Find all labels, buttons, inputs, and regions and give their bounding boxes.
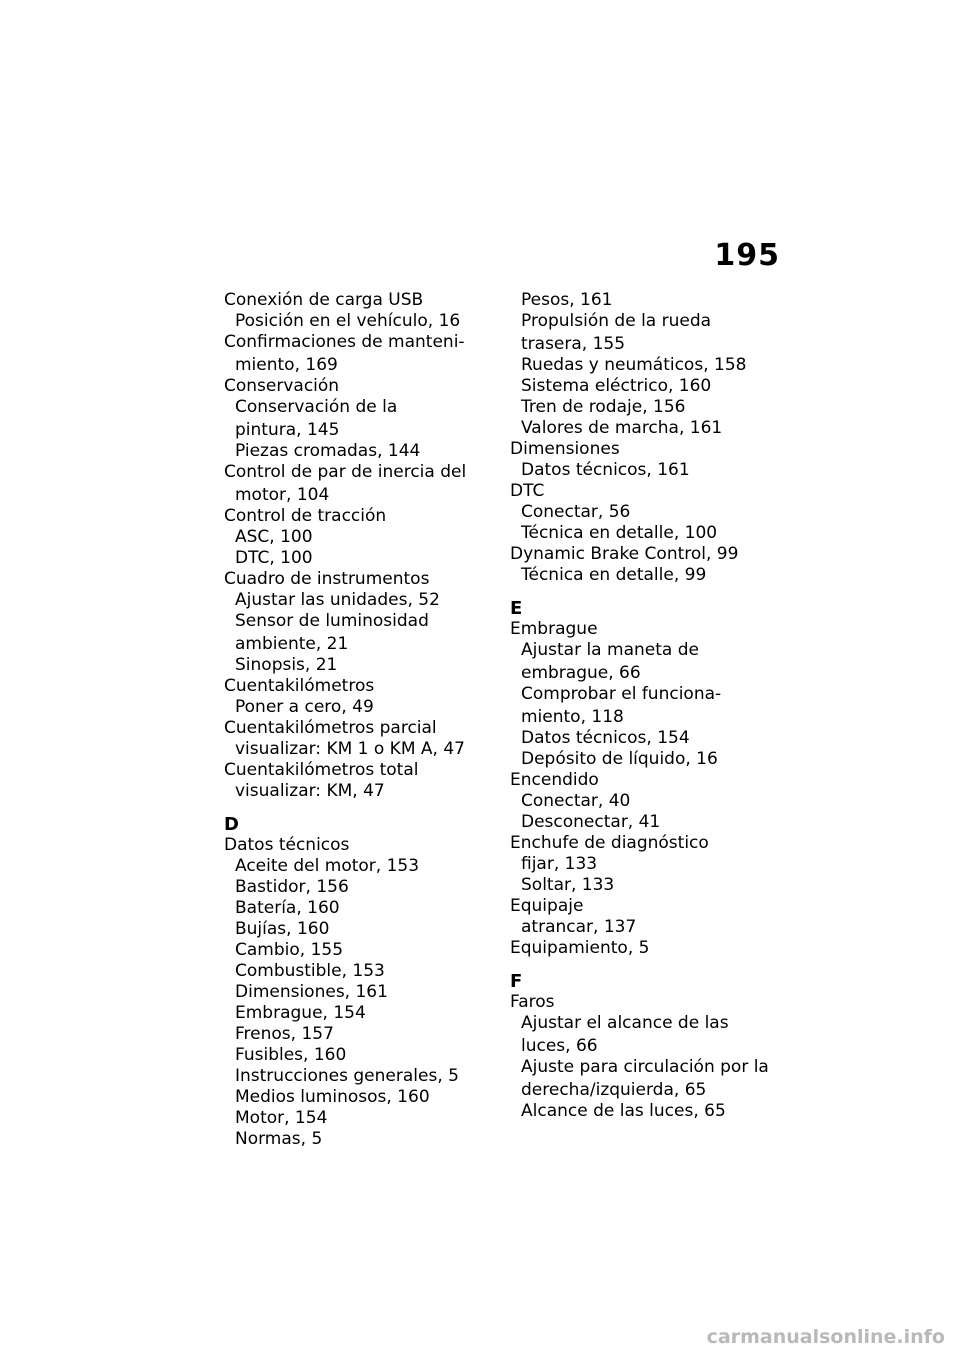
index-subentry: luces, 66 — [521, 1036, 598, 1056]
index-subentry: fijar, 133 — [521, 854, 598, 874]
index-subentry: visualizar: KM, 47 — [235, 781, 385, 801]
index-subentry: Sistema eléctrico, 160 — [521, 376, 712, 396]
index-section-letter: E — [510, 598, 523, 619]
index-subentry: pintura, 145 — [235, 420, 340, 440]
index-section-letter: F — [510, 971, 523, 992]
index-subentry: Piezas cromadas, 144 — [235, 441, 421, 461]
index-subentry: ASC, 100 — [235, 527, 313, 547]
index-entry: Cuentakilómetros — [224, 676, 375, 696]
index-subentry: Medios luminosos, 160 — [235, 1087, 430, 1107]
index-entry: Conexión de carga USB — [224, 290, 424, 310]
index-subentry: Conectar, 40 — [521, 791, 631, 811]
index-subentry: Datos técnicos, 161 — [521, 460, 690, 480]
index-subentry: Ruedas y neumáticos, 158 — [521, 355, 747, 375]
index-entry: Datos técnicos — [224, 835, 350, 855]
index-subentry: ambiente, 21 — [235, 634, 349, 654]
index-subentry: Desconectar, 41 — [521, 812, 661, 832]
index-subentry: Cambio, 155 — [235, 940, 344, 960]
index-subentry: Ajustar las unidades, 52 — [235, 590, 440, 610]
index-subentry: Técnica en detalle, 99 — [521, 565, 707, 585]
index-entry: Enchufe de diagnóstico — [510, 833, 709, 853]
index-subentry: Conservación de la — [235, 397, 398, 417]
index-entry: Dynamic Brake Control, 99 — [510, 544, 739, 564]
index-subentry: Técnica en detalle, 100 — [521, 523, 718, 543]
watermark: carmanualsonline.info — [706, 1326, 945, 1348]
index-subentry: Pesos, 161 — [521, 290, 613, 310]
index-entry: Encendido — [510, 770, 599, 790]
index-subentry: Bujías, 160 — [235, 919, 330, 939]
index-subentry: visualizar: KM 1 o KM A, 47 — [235, 739, 465, 759]
index-entry: Dimensiones — [510, 439, 620, 459]
index-subentry: Comprobar el funciona- — [521, 684, 722, 704]
index-entry: DTC — [510, 481, 545, 501]
index-subentry: trasera, 155 — [521, 334, 626, 354]
index-subentry: Posición en el vehículo, 16 — [235, 311, 461, 331]
index-entry: Cuentakilómetros total — [224, 760, 419, 780]
index-subentry: miento, 118 — [521, 707, 624, 727]
index-entry: Faros — [510, 992, 555, 1012]
index-column-left — [224, 290, 484, 1150]
index-subentry: Dimensiones, 161 — [235, 982, 388, 1002]
index-section-letter: D — [224, 814, 239, 835]
index-entry: Cuentakilómetros parcial — [224, 718, 437, 738]
index-subentry: Depósito de líquido, 16 — [521, 749, 718, 769]
index-subentry: Soltar, 133 — [521, 875, 615, 895]
index-entry: Cuadro de instrumentos — [224, 569, 430, 589]
index-subentry: DTC, 100 — [235, 548, 313, 568]
index-subentry: Conectar, 56 — [521, 502, 631, 522]
page-number: 195 — [714, 238, 780, 273]
index-subentry: Instrucciones generales, 5 — [235, 1066, 459, 1086]
index-subentry: Bastidor, 156 — [235, 877, 349, 897]
index-entry: Control de tracción — [224, 506, 387, 526]
index-subentry: Combustible, 153 — [235, 961, 385, 981]
index-subentry: Propulsión de la rueda — [521, 311, 712, 331]
index-entry: Confirmaciones de manteni- — [224, 332, 465, 352]
index-column-right — [510, 290, 775, 1122]
index-subentry: Embrague, 154 — [235, 1003, 366, 1023]
index-subentry: Sensor de luminosidad — [235, 611, 429, 631]
index-subentry: Normas, 5 — [235, 1129, 323, 1149]
index-subentry: Valores de marcha, 161 — [521, 418, 723, 438]
index-subentry: Fusibles, 160 — [235, 1045, 347, 1065]
index-subentry: Tren de rodaje, 156 — [521, 397, 686, 417]
index-subentry: Ajuste para circulación por la — [521, 1057, 769, 1077]
index-subentry: embrague, 66 — [521, 663, 641, 683]
index-subentry: motor, 104 — [235, 485, 330, 505]
index-subentry: Motor, 154 — [235, 1108, 328, 1128]
index-entry: Embrague — [510, 619, 598, 639]
index-entry: Equipaje — [510, 896, 584, 916]
index-subentry: Alcance de las luces, 65 — [521, 1101, 726, 1121]
index-subentry: Ajustar el alcance de las — [521, 1013, 729, 1033]
index-subentry: Aceite del motor, 153 — [235, 856, 420, 876]
index-entry: Control de par de inercia del — [224, 462, 467, 482]
index-subentry: Datos técnicos, 154 — [521, 728, 690, 748]
index-entry: Equipamiento, 5 — [510, 938, 650, 958]
index-entry: Conservación — [224, 376, 340, 396]
index-subentry: Poner a cero, 49 — [235, 697, 374, 717]
index-subentry: miento, 169 — [235, 355, 338, 375]
index-subentry: Batería, 160 — [235, 898, 340, 918]
index-subentry: atrancar, 137 — [521, 917, 637, 937]
index-subentry: Frenos, 157 — [235, 1024, 334, 1044]
index-subentry: Ajustar la maneta de — [521, 640, 699, 660]
index-subentry: Sinopsis, 21 — [235, 655, 338, 675]
index-subentry: derecha/izquierda, 65 — [521, 1080, 707, 1100]
